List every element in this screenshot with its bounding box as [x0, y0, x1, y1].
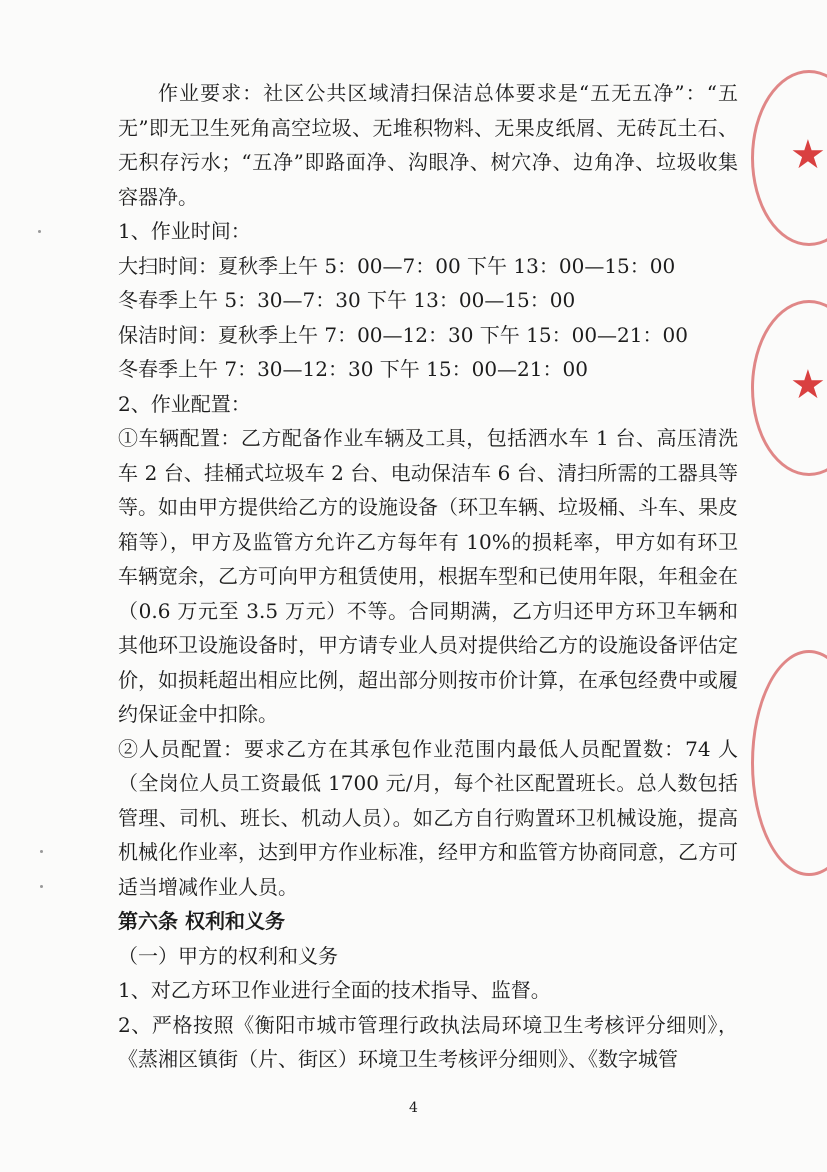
paragraph-sweep-time-winter: 冬春季上午 5：30—7：30 下午 13：00—15：00 — [118, 288, 576, 312]
scan-speck — [40, 885, 43, 888]
paragraph-duty-2: 2、严格按照《衡阳市城市管理行政执法局环境卫生考核评分细则》，《蒸湘区镇街（片、街区）环境卫生考核评分细则》、《数字城管 — [118, 1012, 738, 1071]
article-six-heading: 第六条 权利和义务 — [118, 909, 285, 933]
paragraph-vehicle-config: ①车辆配置：乙方配备作业车辆及工具，包括洒水车 1 台、高压清洗车 2 台、挂桶式垃圾车 2 台、电动保洁车 6 台、清扫所需的工器具等等。如由甲方提供给乙方的设施设备（环卫车辆、垃圾桶、斗车、果皮箱等），甲方及监管方允许乙方每年有 10%的损耗率，甲方如有环卫车辆宽余，乙方可向甲方租赁使用，根据车型和已使用年限，年租金在（0.6 万元至 3.5 万元）不等。合同期满，乙方归还甲方环卫车辆和其他环卫设施设备时，甲方请专业人员对提供给乙方的设施设备评估定价，如损耗超出相应比例，超出部分则按市价计算，在承包经费中或履约保证金中扣除。 — [118, 426, 738, 726]
seal-star-icon: ★ — [790, 362, 826, 408]
paragraph-clean-time-winter: 冬春季上午 7：30—12：30 下午 15：00—21：00 — [118, 357, 588, 381]
scan-speck — [38, 230, 41, 233]
page-number: 4 — [409, 1100, 418, 1116]
paragraph-work-time-heading: 1、作业时间： — [118, 219, 251, 243]
seal-star-icon: ★ — [790, 132, 826, 178]
scan-speck — [40, 850, 43, 853]
paragraph-requirements: 作业要求：社区公共区域清扫保洁总体要求是“五无五净”：“五无”即无卫生死角高空垃圾、无堆积物料、无果皮纸屑、无砖瓦土石、无积存污水；“五净”即路面净、沟眼净、树穴净、边角净、垃圾收集容器净。 — [118, 81, 738, 209]
paragraph-config-heading: 2、作业配置： — [118, 391, 251, 416]
official-seal-3 — [751, 650, 827, 876]
section-one-heading: （一）甲方的权利和义务 — [118, 943, 338, 968]
paragraph-staff-config: ②人员配置：要求乙方在其承包作业范围内最低人员配置数：74 人（全岗位人员工资最低 1700 元/月，每个社区配置班长。总人数包括管理、司机、班长、机动人员）。如乙方自行购置环卫机械设施，提高机械化作业率，达到甲方作业标准，经甲方和监管方协商同意，乙方可适当增减作业人员。 — [118, 736, 738, 899]
paragraph-sweep-time: 大扫时间：夏秋季上午 5：00—7：00 下午 13：00—15：00 — [118, 253, 676, 278]
paragraph-clean-time: 保洁时间：夏秋季上午 7：00—12：30 下午 15：00—21：00 — [118, 322, 688, 347]
body-text — [118, 76, 738, 1077]
paragraph-duty-1: 1、对乙方环卫作业进行全面的技术指导、监督。 — [118, 978, 551, 1002]
